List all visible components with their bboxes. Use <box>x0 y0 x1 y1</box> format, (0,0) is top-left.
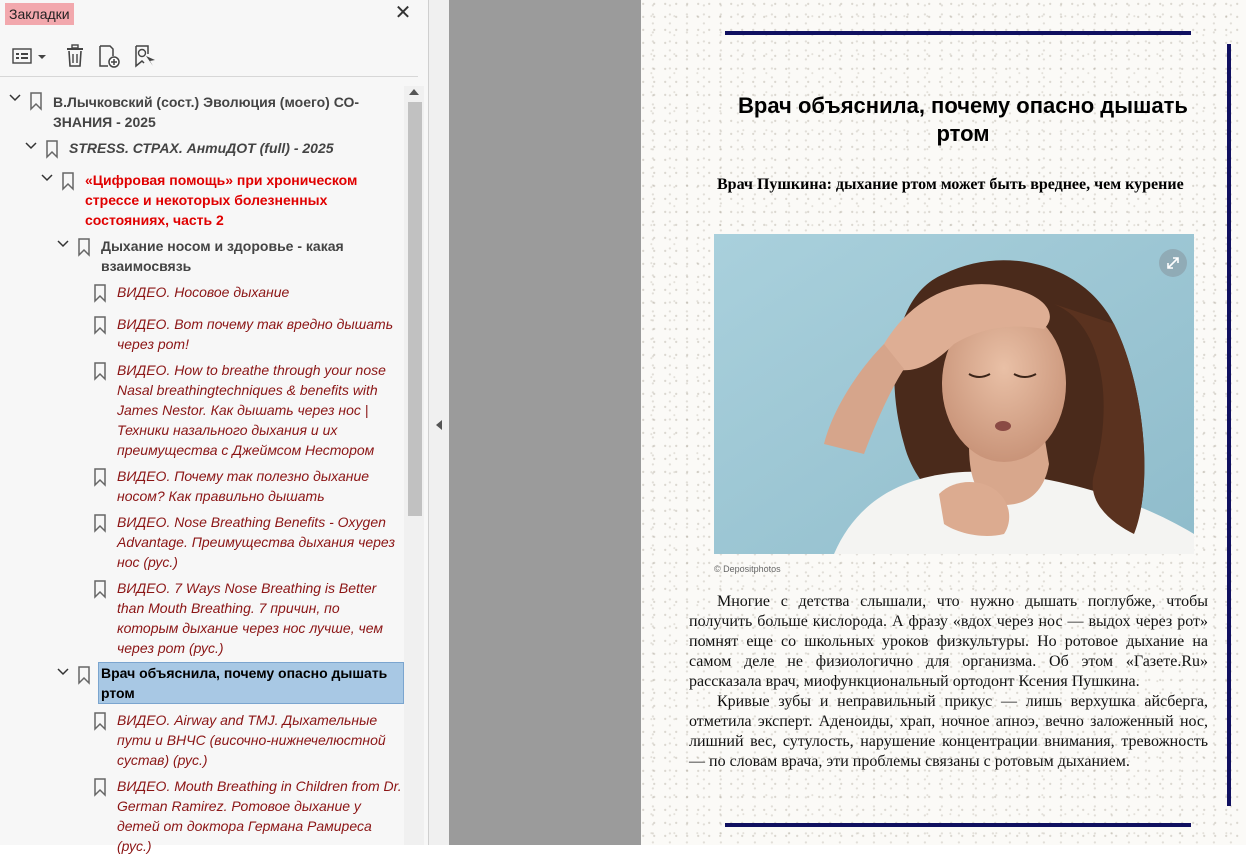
bookmark-icon <box>94 362 106 380</box>
page-top-rule <box>725 31 1191 35</box>
bookmark-item-selected[interactable] <box>0 662 404 704</box>
page-bottom-rule <box>725 823 1191 827</box>
bookmark-label: Врач объяснила, почему опасно дышать ртом <box>98 662 404 704</box>
find-current-bookmark-button[interactable] <box>133 44 159 68</box>
panel-splitter[interactable] <box>429 0 449 845</box>
document-page <box>641 0 1246 845</box>
bookmarks-scrollbar[interactable] <box>404 86 424 845</box>
bookmark-item[interactable] <box>0 280 400 302</box>
options-menu-icon <box>12 44 48 68</box>
article-title: Врач объяснила, почему опасно дышать ртом <box>738 93 1188 146</box>
bookmark-item[interactable] <box>0 168 400 230</box>
options-menu-button[interactable] <box>12 44 48 68</box>
bookmarks-toolbar <box>0 36 418 77</box>
bookmark-item[interactable] <box>0 136 400 158</box>
panel-header <box>0 0 428 30</box>
bookmark-label: ВИДЕО. Nose Breathing Benefits - Oxygen Advantage. Преимущества дыхания через нос (рус.) <box>117 514 396 570</box>
bookmark-icon <box>94 316 106 334</box>
bookmark-item[interactable] <box>0 88 400 130</box>
trash-icon <box>64 44 86 68</box>
bookmark-icon <box>94 468 106 486</box>
bookmark-icon <box>94 712 106 730</box>
bookmark-item[interactable] <box>0 774 400 856</box>
bookmark-icon <box>30 92 42 110</box>
bookmark-icon <box>94 580 106 598</box>
bookmark-label: ВИДЕО. Почему так полезно дыхание носом? Как правильно дышать <box>117 468 370 504</box>
bookmark-item[interactable] <box>0 358 400 460</box>
chevron-down-icon <box>41 172 53 184</box>
bookmark-icon <box>94 514 106 532</box>
bookmark-icon <box>94 778 106 796</box>
bookmark-label: ВИДЕО. 7 Ways Nose Breathing is Better than Mouth Breathing. 7 причин, по которым дыхание через нос лучше, чем через рот (рус.) <box>117 580 383 656</box>
bookmark-label: «Цифровая помощь» при хроническом стрессе и некоторых болезненных состояниях, часть 2 <box>85 172 358 228</box>
bookmark-icon <box>78 238 90 256</box>
bookmark-icon <box>94 284 106 302</box>
article-paragraph: Многие с детства слышали, что нужно дышать поглубже, чтобы получить больше кислорода. А фразу «вдох через нос — выдох через рот» помнят еще со школьных уроков физкультуры. Но ротовое дыхание на самом деле не физиологично для организма. Об этом «Газете.Ru» рассказала врач, миофункциональный ортодонт Ксения Пушкина. <box>689 593 1208 690</box>
bookmarks-panel <box>0 0 429 854</box>
close-icon[interactable]: ✕ <box>394 2 412 24</box>
delete-bookmark-button[interactable] <box>64 44 86 68</box>
bookmark-item[interactable] <box>0 312 400 354</box>
article-paragraph: Кривые зубы и неправильный прикус — лишь верхушка айсберга, отметила эксперт. Аденоиды, храп, ночное апноэ, вечно заложенный нос, лишний вес, сутулость, нарушение концентрации внимания, тревожность — по словам врача, эти проблемы связаны с ротовым дыханием. <box>689 693 1208 770</box>
bookmark-icon <box>78 666 90 684</box>
article-subtitle: Врач Пушкина: дыхание ртом может быть вреднее, чем курение <box>717 176 1184 193</box>
bookmark-label: Дыхание носом и здоровье - какая взаимосвязь <box>101 238 344 274</box>
bookmarks-tree <box>0 88 404 854</box>
article-body <box>689 592 1208 772</box>
bookmark-item[interactable] <box>0 234 400 276</box>
bookmark-label: ВИДЕО. Носовое дыхание <box>117 284 290 300</box>
chevron-down-icon <box>57 238 69 250</box>
panel-title: Закладки <box>5 3 74 25</box>
bookmark-item[interactable] <box>0 708 400 770</box>
expand-icon[interactable] <box>1159 249 1187 277</box>
collapse-panel-icon[interactable] <box>436 420 442 430</box>
document-background <box>449 0 641 845</box>
chevron-down-icon <box>57 666 69 678</box>
woman-photo-illustration <box>714 234 1194 554</box>
article-photo <box>714 234 1194 554</box>
page-side-rule <box>1227 44 1231 806</box>
bookmark-icon <box>46 140 58 158</box>
bookmark-label: ВИДЕО. Mouth Breathing in Children from Dr. German Ramirez. Ротовое дыхание у детей от доктора Германа Рамиреса (рус.) <box>117 778 402 854</box>
new-bookmark-button[interactable] <box>97 44 123 68</box>
chevron-down-icon <box>9 92 21 104</box>
find-current-bookmark-icon <box>133 44 159 68</box>
bookmark-item[interactable] <box>0 464 400 506</box>
bookmark-label: ВИДЕО. Airway and TMJ. Дыхательные пути и ВНЧС (височно-нижнечелюстной сустав) (рус.) <box>117 712 386 768</box>
bookmark-label: В.Лычковский (сост.) Эволюция (моего) СО-ЗНАНИЯ - 2025 <box>53 94 360 130</box>
bookmark-item[interactable] <box>0 510 400 572</box>
scroll-up-icon[interactable] <box>409 89 419 95</box>
bookmark-label: ВИДЕО. How to breathe through your nose Nasal breathingtechniques & benefits with James Nestor. Как дышать через нос | Техники назального дыхания и их преимущества с Джеймсом Нестором <box>117 362 386 458</box>
chevron-down-icon <box>25 140 37 152</box>
new-bookmark-icon <box>97 44 123 68</box>
bookmark-label: STRESS. СТРАХ. АнтиДОТ (full) - 2025 <box>69 140 334 156</box>
bookmark-item[interactable] <box>0 576 400 658</box>
bookmark-label: ВИДЕО. Вот почему так вредно дышать через рот! <box>117 316 394 352</box>
bookmark-icon <box>62 172 74 190</box>
photo-credit: © Depositphotos <box>714 564 781 574</box>
scrollbar-thumb[interactable] <box>408 102 422 516</box>
